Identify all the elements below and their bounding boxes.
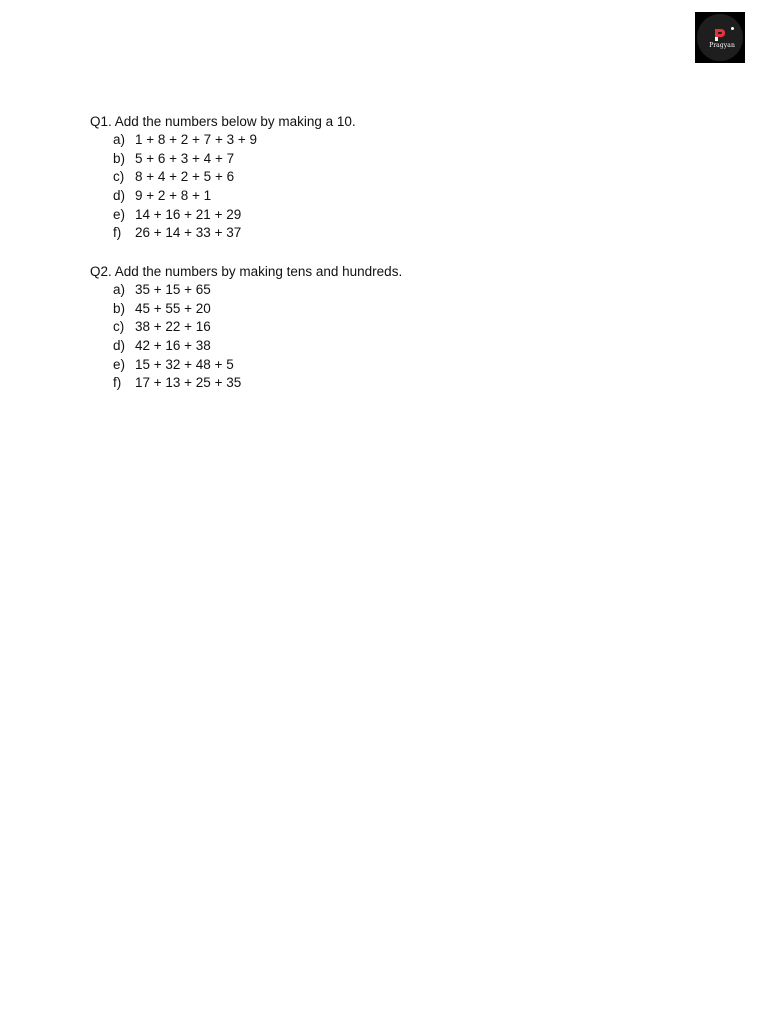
item-marker: e): [113, 356, 126, 372]
item-expression: 15 + 32 + 48 + 5: [135, 356, 234, 372]
list-item: [90, 131, 690, 150]
item-marker: c): [113, 169, 125, 185]
question-2: [90, 262, 690, 393]
list-item: [90, 356, 690, 375]
list-item: [90, 168, 690, 187]
item-expression: 5 + 6 + 3 + 4 + 7: [135, 150, 235, 166]
item-marker: d): [113, 188, 126, 204]
question-title: Q1. Add the numbers below by making a 10.: [90, 114, 356, 129]
item-expression: 35 + 15 + 65: [135, 282, 211, 297]
question-item-list: [90, 131, 690, 243]
item-marker: b): [113, 300, 126, 316]
item-marker: e): [113, 206, 126, 222]
item-expression: 1 + 8 + 2 + 7 + 3 + 9: [135, 132, 257, 147]
logo-dot: [731, 27, 734, 30]
item-expression: 45 + 55 + 20: [135, 300, 211, 316]
item-marker: a): [113, 282, 126, 297]
item-expression: 17 + 13 + 25 + 35: [135, 375, 242, 391]
list-item: [90, 300, 690, 319]
question-1: [90, 112, 690, 243]
item-expression: 9 + 2 + 8 + 1: [135, 188, 212, 204]
item-expression: 14 + 16 + 21 + 29: [135, 206, 242, 222]
item-expression: 26 + 14 + 33 + 37: [135, 225, 242, 241]
item-marker: b): [113, 150, 126, 166]
logo-wordmark: Pragyan: [709, 42, 735, 49]
list-item: [90, 224, 690, 243]
pragyan-logo: [695, 12, 745, 63]
list-item: [90, 187, 690, 206]
list-item: [90, 150, 690, 169]
item-expression: 8 + 4 + 2 + 5 + 6: [135, 169, 235, 185]
item-marker: c): [113, 319, 125, 335]
question-title: Q2. Add the numbers by making tens and hundreds.: [90, 264, 403, 279]
item-marker: f): [113, 225, 122, 241]
item-expression: 42 + 16 + 38: [135, 338, 211, 354]
logo-badge: [697, 14, 743, 61]
list-item: [90, 374, 690, 393]
list-item: [90, 337, 690, 356]
list-item: [90, 281, 690, 300]
item-marker: f): [113, 375, 122, 391]
item-expression: 38 + 22 + 16: [135, 319, 211, 335]
item-marker: d): [113, 338, 126, 354]
item-marker: a): [113, 132, 126, 147]
list-item: [90, 318, 690, 337]
question-item-list: [90, 281, 690, 393]
pragyan-logo-icon: [712, 28, 726, 42]
list-item: [90, 206, 690, 225]
